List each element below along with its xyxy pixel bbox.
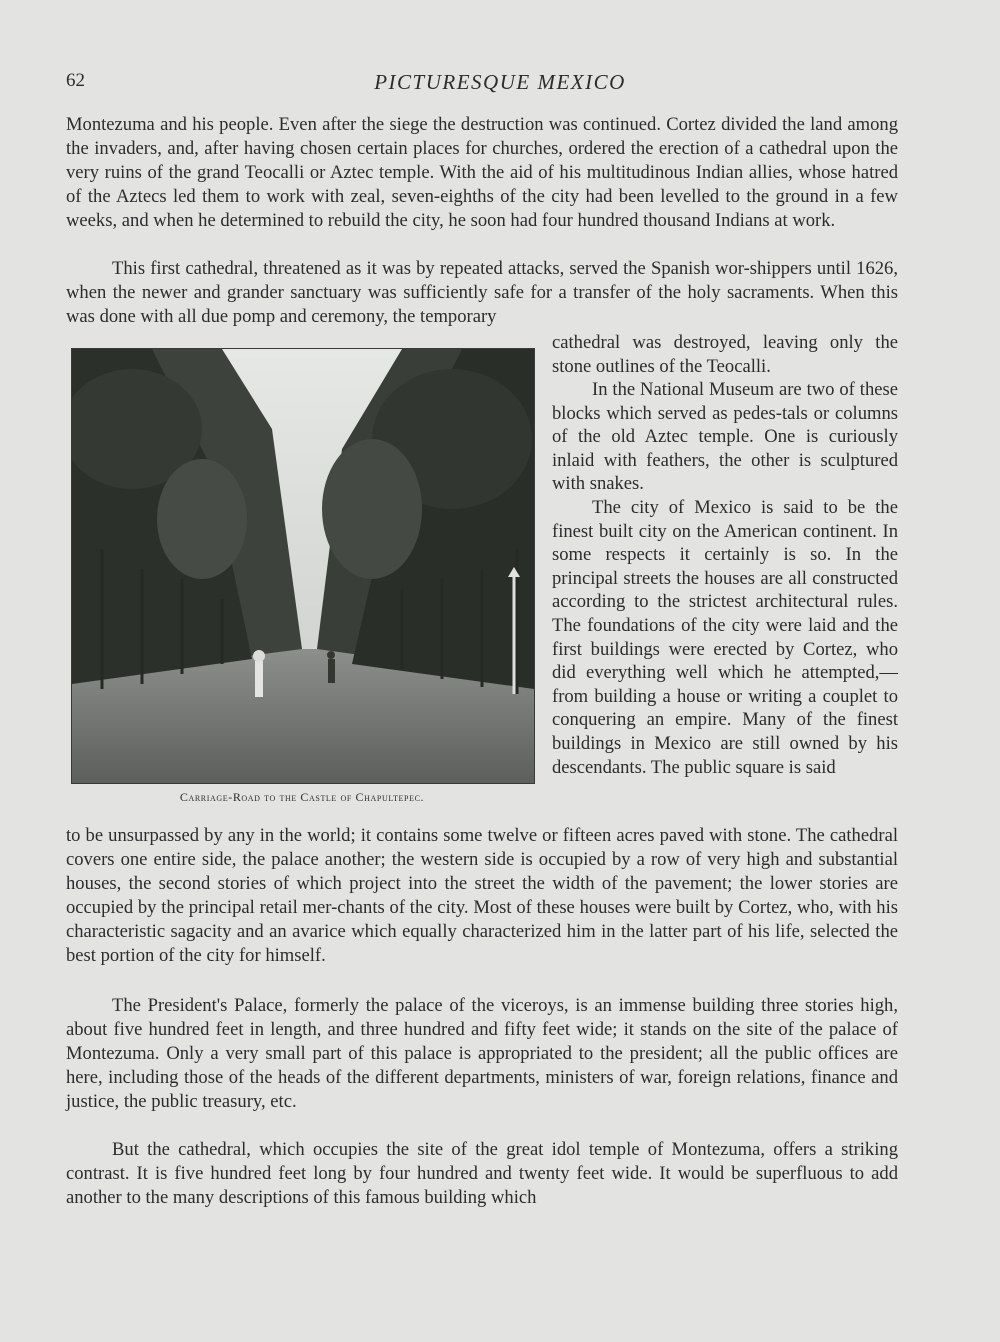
- paragraph-5: [66, 994, 898, 1114]
- paragraph-6: [66, 1138, 898, 1210]
- paragraph-4-text: The city of Mexico is said to be the finest built city on the American continent. In some respects it certainly is so. In the principal streets the houses are all constructed according to the strictest architectural rules. The foundations of the city were laid and the first buildings were erected by Cortez, who did everything well which he attempted,—from building a house or writing a couplet to conquering an empire. Many of the finest buildings in Mexico are still owned by his descendants. The public square is said: [552, 497, 898, 778]
- paragraph-2-text: This first cathedral, threatened as it was by repeated attacks, served the Spanish wor-shippers until 1626, when the newer and grander sanctuary was sufficiently safe for a transfer of the holy sacraments. When this was done with all due pomp and ceremony, the temporary: [66, 258, 898, 327]
- paragraph-6-text: But the cathedral, which occupies the site of the great idol temple of Montezuma, offers a striking contrast. It is five hundred feet long by four hundred and twenty feet wide. It would be superfluous to add another to the many descriptions of this famous building which: [66, 1139, 898, 1208]
- running-head: PICTURESQUE MEXICO: [374, 70, 626, 94]
- paragraph-2: [66, 257, 898, 329]
- photograph: [71, 348, 535, 784]
- paragraph-3: [552, 378, 898, 496]
- paragraph-3-text: In the National Museum are two of these blocks which served as pedes-tals or columns of the old Aztec temple. One is curiously inlaid with feathers, the other is sculptured with snakes.: [552, 379, 898, 495]
- paragraph-5-text: The President's Palace, formerly the palace of the viceroys, is an immense building three stories high, about five hundred feet in length, and three hundred and fifty feet wide; it stands on the site of the palace of Montezuma. Only a very small part of this palace is appropriated to the president; all the public offices are here, including those of the heads of the different departments, ministers of war, foreign relations, finance and justice, the public treasury, etc.: [66, 995, 898, 1112]
- paragraph-4-continued: to be unsurpassed by any in the world; it contains some twelve or fifteen acres paved with stone. The cathedral covers one entire side, the palace another; the western side is occupied by a row of very high and substantial houses, the second stories of which project into the street the width of the pavement; the lower stories are occupied by the principal retail mer-chants of the city. Most of these houses were built by Cortez, who, with his characteristic sagacity and an avarice which equally characterized him in the latter part of his life, selected the best portion of the city for himself.: [66, 825, 898, 966]
- paragraph-2-continued: cathedral was destroyed, leaving only the stone outlines of the Teocalli.: [552, 332, 898, 377]
- paragraph-1: Montezuma and his people. Even after the siege the destruction was continued. Cortez divided the land among the invaders, and, after having chosen certain places for churches, ordered the erection of a cathedral upon the very ruins of the grand Teocalli or Aztec temple. With the aid of his multitudinous Indian allies, whose hatred of the Aztecs led them to work with zeal, seven-eighths of the city had been levelled to the ground in a few weeks, and when he determined to rebuild the city, he soon had four hundred thousand Indians at work.: [66, 114, 898, 231]
- figure-caption: Carriage-Road to the Castle of Chapultepec.: [179, 790, 425, 804]
- paragraph-4: [552, 496, 898, 779]
- avenue-photo-illustration: [72, 349, 534, 783]
- page-number: 62: [66, 70, 85, 91]
